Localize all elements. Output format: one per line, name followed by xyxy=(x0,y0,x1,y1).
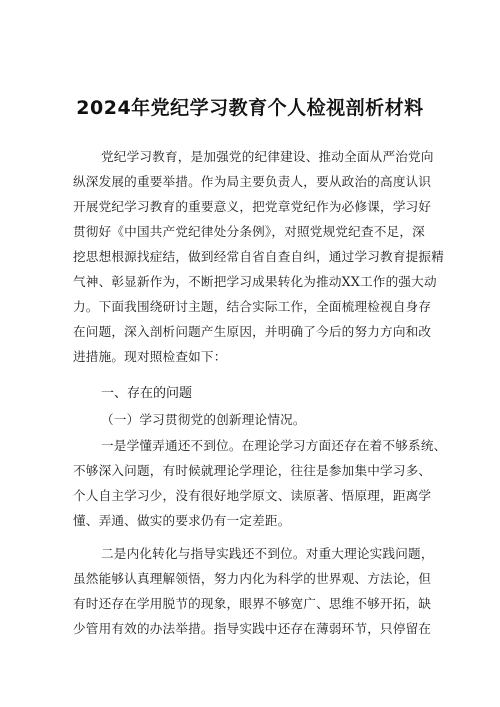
paragraph-line: 一是学懂弄通还不到位。在理论学习方面还存在着不够系统、 xyxy=(101,438,447,453)
intro-line: 气神、彰显新作为，不断把学习成果转化为推动XX工作的强大动 xyxy=(73,274,437,289)
intro-line: 开展党纪学习教育的重要意义，把党章党纪作为必修课，学习好 xyxy=(73,199,432,214)
intro-line: 进措施。现对照检查如下： xyxy=(73,349,227,364)
paragraph-line: 虽然能够认真理解领悟，努力内化为科学的世界观、方法论，但 xyxy=(73,571,432,586)
intro-line: 力。下面我围绕研讨主题，结合实际工作，全面梳理检视自身存 xyxy=(73,299,432,314)
intro-line: 党纪学习教育，是加强党的纪律建设、推动全面从严治党向 xyxy=(101,149,434,164)
subsection-heading: （一）学习贯彻党的创新理论情况。 xyxy=(101,412,306,427)
paragraph-line: 个人自主学习少，没有很好地学原文、读原著、悟原理，距离学 xyxy=(73,488,432,503)
paragraph-line: 有时还存在学用脱节的现象，眼界不够宽广、思维不够开拓，缺 xyxy=(73,596,432,611)
intro-line: 挖思想根源找症结，做到经常自省自查自纠，通过学习教育提振精 xyxy=(73,249,445,264)
paragraph-line: 懂、弄通、做实的要求仍有一定差距。 xyxy=(73,513,291,528)
intro-line: 纵深发展的重要举措。作为局主要负责人，要从政治的高度认识 xyxy=(73,174,432,189)
intro-line: 在问题，深入剖析问题产生原因，并明确了今后的努力方向和改 xyxy=(73,324,432,339)
intro-line: 贯彻好《中国共产党纪律处分条例》，对照党规党纪查不足，深 xyxy=(73,224,425,239)
section-heading: 一、存在的问题 xyxy=(101,386,193,401)
document-title: 2024年党纪学习教育个人检视剖析材料 xyxy=(76,97,424,119)
paragraph-line: 不够深入问题，有时候就理论学理论，往往是参加集中学习多、 xyxy=(73,463,432,478)
paragraph-line: 二是内化转化与指导实践还不到位。对重大理论实践问题， xyxy=(101,546,434,561)
paragraph-line: 少管用有效的办法举措。指导实践中还存在薄弱环节，只停留在 xyxy=(73,621,432,636)
